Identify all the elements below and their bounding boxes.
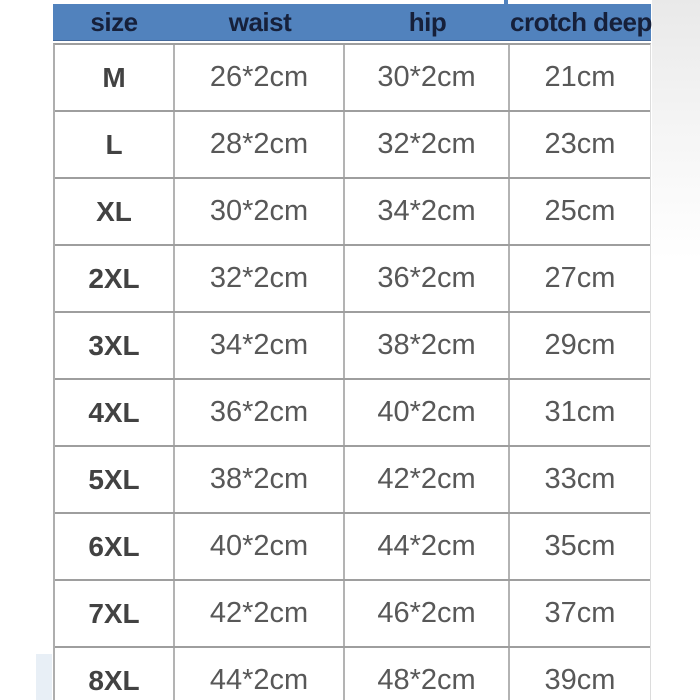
table-row [55, 648, 650, 700]
size-cell: 7XL [55, 581, 175, 646]
size-cell: 6XL [55, 514, 175, 579]
column-header-crotch-deep: crotch deep [510, 7, 652, 37]
column-header-size: size [90, 7, 138, 37]
table-row [55, 112, 650, 179]
size-cell: 3XL [55, 313, 175, 378]
hip-cell: 48*2cm [345, 648, 510, 700]
table-row [55, 447, 650, 514]
crotch-deep-cell: 25cm [544, 195, 616, 227]
table-body [53, 43, 651, 700]
size-cell: 8XL [55, 648, 175, 700]
size-cell: XL [55, 179, 175, 244]
waist-cell: 38*2cm [175, 447, 345, 512]
table-row [55, 45, 650, 112]
bottom-left-blue-smudge [36, 654, 52, 700]
waist-cell: 42*2cm [175, 581, 345, 646]
table-row [55, 581, 650, 648]
waist-cell: 36*2cm [175, 380, 345, 445]
hip-cell: 32*2cm [345, 112, 510, 177]
waist-cell: 40*2cm [175, 514, 345, 579]
hip-cell: 36*2cm [345, 246, 510, 311]
crotch-deep-cell: 37cm [544, 597, 616, 629]
column-header-hip: hip [408, 7, 447, 37]
crotch-deep-cell: 33cm [544, 463, 616, 495]
size-cell: 2XL [55, 246, 175, 311]
hip-cell: 44*2cm [345, 514, 510, 579]
waist-cell: 28*2cm [175, 112, 345, 177]
table-row [55, 246, 650, 313]
crotch-deep-cell: 35cm [544, 530, 616, 562]
crotch-deep-cell: 27cm [544, 262, 616, 294]
size-chart-table [53, 4, 651, 700]
crotch-deep-cell: 39cm [544, 664, 616, 696]
hip-cell: 46*2cm [345, 581, 510, 646]
table-header-row [53, 4, 651, 41]
size-cell: 5XL [55, 447, 175, 512]
crotch-deep-cell: 23cm [544, 128, 616, 160]
right-margin-shading [652, 0, 700, 260]
table-row [55, 514, 650, 581]
waist-cell: 26*2cm [175, 45, 345, 110]
table-row [55, 313, 650, 380]
hip-cell: 42*2cm [345, 447, 510, 512]
size-cell: 4XL [55, 380, 175, 445]
column-header-waist: waist [228, 7, 292, 37]
hip-cell: 40*2cm [345, 380, 510, 445]
crotch-deep-cell: 31cm [544, 396, 616, 428]
hip-cell: 34*2cm [345, 179, 510, 244]
waist-cell: 34*2cm [175, 313, 345, 378]
size-cell: L [55, 112, 175, 177]
size-cell: M [55, 45, 175, 110]
waist-cell: 32*2cm [175, 246, 345, 311]
crotch-deep-cell: 21cm [544, 61, 616, 93]
hip-cell: 38*2cm [345, 313, 510, 378]
waist-cell: 30*2cm [175, 179, 345, 244]
table-row [55, 179, 650, 246]
table-row [55, 380, 650, 447]
hip-cell: 30*2cm [345, 45, 510, 110]
crotch-deep-cell: 29cm [544, 329, 616, 361]
waist-cell: 44*2cm [175, 648, 345, 700]
